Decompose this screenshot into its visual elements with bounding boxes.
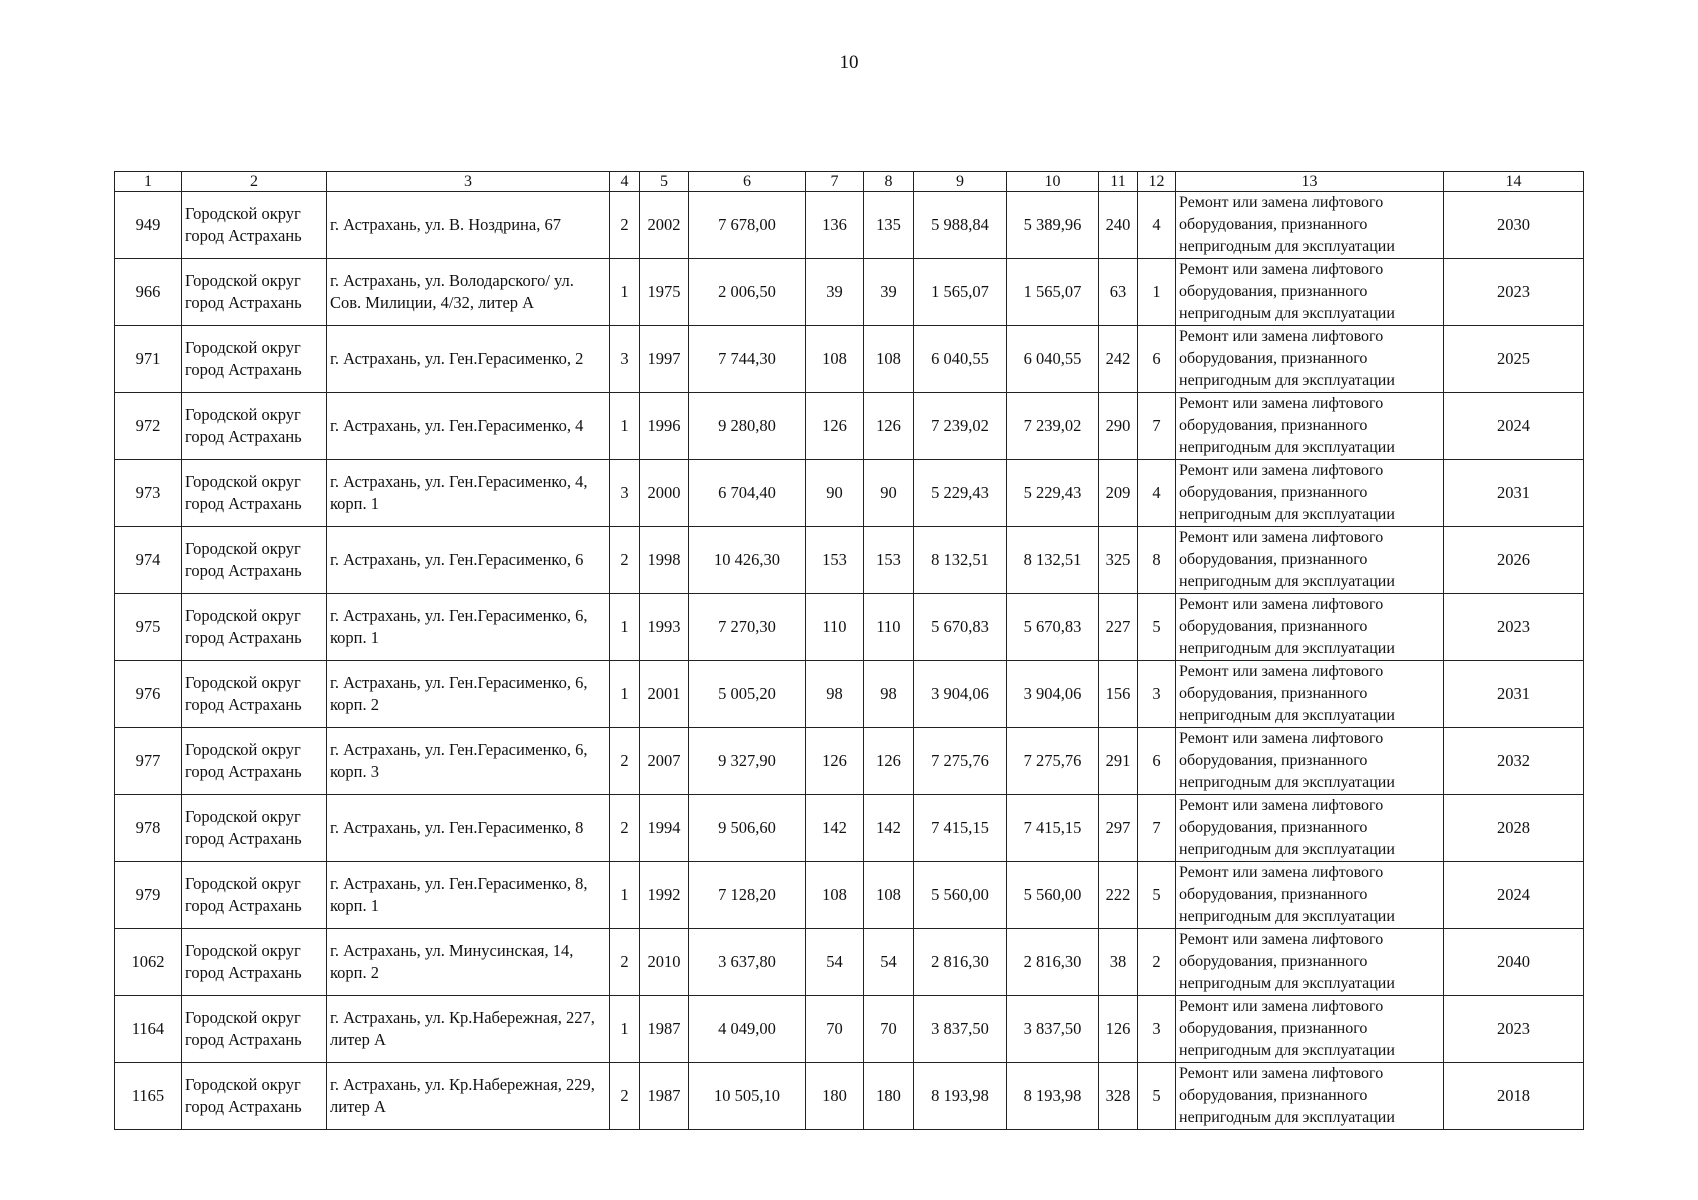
year-built-cell: 1994 — [640, 795, 689, 862]
year-built-cell: 1997 — [640, 326, 689, 393]
apartments-residential-cell: 126 — [864, 393, 914, 460]
column-header: 6 — [689, 172, 806, 192]
lifts-count-cell: 2 — [1138, 929, 1176, 996]
apartments-total-cell: 98 — [806, 661, 864, 728]
apartments-total-cell: 126 — [806, 728, 864, 795]
address-cell: г. Астрахань, ул. Ген.Герасименко, 2 — [327, 326, 610, 393]
area-residential-cell: 7 275,76 — [914, 728, 1007, 795]
planned-year-cell: 2018 — [1444, 1063, 1584, 1130]
area-residential-cell: 6 040,55 — [914, 326, 1007, 393]
address-cell: г. Астрахань, ул. Ген.Герасименко, 8, корп. 1 — [327, 862, 610, 929]
work-type-cell: Ремонт или замена лифтового оборудования, признанного непригодным для эксплуатации — [1176, 1063, 1444, 1130]
apartments-total-cell: 142 — [806, 795, 864, 862]
floors-cell: 1 — [610, 259, 640, 326]
work-type-cell: Ремонт или замена лифтового оборудования, признанного непригодным для эксплуатации — [1176, 929, 1444, 996]
apartments-residential-cell: 110 — [864, 594, 914, 661]
residents-cell: 63 — [1099, 259, 1138, 326]
row-number-cell: 975 — [115, 594, 182, 661]
total-area-cell: 3 637,80 — [689, 929, 806, 996]
area-residential-cell: 5 670,83 — [914, 594, 1007, 661]
planned-year-cell: 2023 — [1444, 594, 1584, 661]
floors-cell: 1 — [610, 862, 640, 929]
work-type-cell: Ремонт или замена лифтового оборудования, признанного непригодным для эксплуатации — [1176, 460, 1444, 527]
year-built-cell: 1987 — [640, 1063, 689, 1130]
area-owned-cell: 8 193,98 — [1007, 1063, 1099, 1130]
apartments-residential-cell: 142 — [864, 795, 914, 862]
lifts-count-cell: 5 — [1138, 1063, 1176, 1130]
work-type-cell: Ремонт или замена лифтового оборудования, признанного непригодным для эксплуатации — [1176, 192, 1444, 259]
work-type-cell: Ремонт или замена лифтового оборудования, признанного непригодным для эксплуатации — [1176, 795, 1444, 862]
table-row — [115, 460, 1584, 527]
area-owned-cell: 1 565,07 — [1007, 259, 1099, 326]
apartments-total-cell: 70 — [806, 996, 864, 1063]
address-cell: г. Астрахань, ул. Минусинская, 14, корп. 2 — [327, 929, 610, 996]
year-built-cell: 1998 — [640, 527, 689, 594]
apartments-total-cell: 153 — [806, 527, 864, 594]
apartments-residential-cell: 54 — [864, 929, 914, 996]
planned-year-cell: 2031 — [1444, 661, 1584, 728]
apartments-total-cell: 126 — [806, 393, 864, 460]
table-row — [115, 527, 1584, 594]
floors-cell: 1 — [610, 996, 640, 1063]
year-built-cell: 2007 — [640, 728, 689, 795]
municipality-cell: Городской округ город Астрахань — [182, 1063, 327, 1130]
year-built-cell: 1975 — [640, 259, 689, 326]
municipality-cell: Городской округ город Астрахань — [182, 326, 327, 393]
area-residential-cell: 8 132,51 — [914, 527, 1007, 594]
residents-cell: 240 — [1099, 192, 1138, 259]
table-row — [115, 1063, 1584, 1130]
apartments-residential-cell: 180 — [864, 1063, 914, 1130]
row-number-cell: 978 — [115, 795, 182, 862]
apartments-total-cell: 39 — [806, 259, 864, 326]
total-area-cell: 9 327,90 — [689, 728, 806, 795]
table-row — [115, 929, 1584, 996]
floors-cell: 2 — [610, 1063, 640, 1130]
year-built-cell: 1996 — [640, 393, 689, 460]
planned-year-cell: 2026 — [1444, 527, 1584, 594]
year-built-cell: 1987 — [640, 996, 689, 1063]
address-cell: г. Астрахань, ул. Ген.Герасименко, 6 — [327, 527, 610, 594]
apartments-residential-cell: 39 — [864, 259, 914, 326]
total-area-cell: 7 744,30 — [689, 326, 806, 393]
planned-year-cell: 2032 — [1444, 728, 1584, 795]
year-built-cell: 2001 — [640, 661, 689, 728]
work-type-cell: Ремонт или замена лифтового оборудования, признанного непригодным для эксплуатации — [1176, 661, 1444, 728]
address-cell: г. Астрахань, ул. Ген.Герасименко, 6, корп. 1 — [327, 594, 610, 661]
row-number-cell: 949 — [115, 192, 182, 259]
apartments-residential-cell: 90 — [864, 460, 914, 527]
apartments-residential-cell: 135 — [864, 192, 914, 259]
residents-cell: 297 — [1099, 795, 1138, 862]
table-row — [115, 862, 1584, 929]
apartments-total-cell: 110 — [806, 594, 864, 661]
apartments-residential-cell: 126 — [864, 728, 914, 795]
municipality-cell: Городской округ город Астрахань — [182, 862, 327, 929]
municipality-cell: Городской округ город Астрахань — [182, 728, 327, 795]
residents-cell: 156 — [1099, 661, 1138, 728]
planned-year-cell: 2024 — [1444, 393, 1584, 460]
residents-cell: 291 — [1099, 728, 1138, 795]
apartments-residential-cell: 153 — [864, 527, 914, 594]
row-number-cell: 973 — [115, 460, 182, 527]
area-owned-cell: 7 239,02 — [1007, 393, 1099, 460]
column-header: 12 — [1138, 172, 1176, 192]
municipality-cell: Городской округ город Астрахань — [182, 192, 327, 259]
year-built-cell: 2002 — [640, 192, 689, 259]
planned-year-cell: 2023 — [1444, 996, 1584, 1063]
area-owned-cell: 5 389,96 — [1007, 192, 1099, 259]
floors-cell: 1 — [610, 393, 640, 460]
apartments-residential-cell: 108 — [864, 326, 914, 393]
page-number: 10 — [839, 52, 859, 73]
planned-year-cell: 2023 — [1444, 259, 1584, 326]
column-header: 3 — [327, 172, 610, 192]
row-number-cell: 977 — [115, 728, 182, 795]
total-area-cell: 9 506,60 — [689, 795, 806, 862]
column-header: 4 — [610, 172, 640, 192]
address-cell: г. Астрахань, ул. Кр.Набережная, 227, литер А — [327, 996, 610, 1063]
municipality-cell: Городской округ город Астрахань — [182, 594, 327, 661]
work-type-cell: Ремонт или замена лифтового оборудования, признанного непригодным для эксплуатации — [1176, 393, 1444, 460]
total-area-cell: 7 270,30 — [689, 594, 806, 661]
lifts-count-cell: 5 — [1138, 594, 1176, 661]
planned-year-cell: 2040 — [1444, 929, 1584, 996]
floors-cell: 2 — [610, 192, 640, 259]
column-header: 11 — [1099, 172, 1138, 192]
planned-year-cell: 2024 — [1444, 862, 1584, 929]
area-owned-cell: 8 132,51 — [1007, 527, 1099, 594]
lifts-count-cell: 6 — [1138, 728, 1176, 795]
total-area-cell: 10 426,30 — [689, 527, 806, 594]
total-area-cell: 5 005,20 — [689, 661, 806, 728]
address-cell: г. Астрахань, ул. Володарского/ ул. Сов. Милиции, 4/32, литер А — [327, 259, 610, 326]
year-built-cell: 1992 — [640, 862, 689, 929]
floors-cell: 1 — [610, 594, 640, 661]
column-header: 5 — [640, 172, 689, 192]
municipality-cell: Городской округ город Астрахань — [182, 259, 327, 326]
area-residential-cell: 5 560,00 — [914, 862, 1007, 929]
floors-cell: 2 — [610, 728, 640, 795]
municipality-cell: Городской округ город Астрахань — [182, 795, 327, 862]
planned-year-cell: 2028 — [1444, 795, 1584, 862]
work-type-cell: Ремонт или замена лифтового оборудования, признанного непригодным для эксплуатации — [1176, 862, 1444, 929]
table-row — [115, 594, 1584, 661]
work-type-cell: Ремонт или замена лифтового оборудования, признанного непригодным для эксплуатации — [1176, 259, 1444, 326]
row-number-cell: 966 — [115, 259, 182, 326]
row-number-cell: 1164 — [115, 996, 182, 1063]
area-owned-cell: 2 816,30 — [1007, 929, 1099, 996]
floors-cell: 3 — [610, 460, 640, 527]
area-residential-cell: 8 193,98 — [914, 1063, 1007, 1130]
municipality-cell: Городской округ город Астрахань — [182, 527, 327, 594]
lifts-count-cell: 8 — [1138, 527, 1176, 594]
lifts-count-cell: 7 — [1138, 393, 1176, 460]
row-number-cell: 974 — [115, 527, 182, 594]
column-header: 10 — [1007, 172, 1099, 192]
table-row — [115, 326, 1584, 393]
apartments-total-cell: 108 — [806, 326, 864, 393]
table-row — [115, 996, 1584, 1063]
area-owned-cell: 5 560,00 — [1007, 862, 1099, 929]
lifts-count-cell: 3 — [1138, 996, 1176, 1063]
row-number-cell: 1062 — [115, 929, 182, 996]
apartments-total-cell: 108 — [806, 862, 864, 929]
apartments-total-cell: 90 — [806, 460, 864, 527]
address-cell: г. Астрахань, ул. Ген.Герасименко, 4 — [327, 393, 610, 460]
area-residential-cell: 3 837,50 — [914, 996, 1007, 1063]
planned-year-cell: 2031 — [1444, 460, 1584, 527]
floors-cell: 2 — [610, 527, 640, 594]
residents-cell: 222 — [1099, 862, 1138, 929]
area-owned-cell: 5 229,43 — [1007, 460, 1099, 527]
work-type-cell: Ремонт или замена лифтового оборудования, признанного непригодным для эксплуатации — [1176, 527, 1444, 594]
table-row — [115, 192, 1584, 259]
residents-cell: 227 — [1099, 594, 1138, 661]
residents-cell: 242 — [1099, 326, 1138, 393]
lifts-count-cell: 4 — [1138, 192, 1176, 259]
floors-cell: 3 — [610, 326, 640, 393]
row-number-cell: 976 — [115, 661, 182, 728]
total-area-cell: 9 280,80 — [689, 393, 806, 460]
area-residential-cell: 5 229,43 — [914, 460, 1007, 527]
total-area-cell: 2 006,50 — [689, 259, 806, 326]
year-built-cell: 2010 — [640, 929, 689, 996]
table-row — [115, 259, 1584, 326]
work-type-cell: Ремонт или замена лифтового оборудования, признанного непригодным для эксплуатации — [1176, 728, 1444, 795]
lifts-count-cell: 6 — [1138, 326, 1176, 393]
residents-cell: 328 — [1099, 1063, 1138, 1130]
area-residential-cell: 7 415,15 — [914, 795, 1007, 862]
column-header: 2 — [182, 172, 327, 192]
row-number-cell: 1165 — [115, 1063, 182, 1130]
column-header: 9 — [914, 172, 1007, 192]
floors-cell: 2 — [610, 795, 640, 862]
apartments-residential-cell: 108 — [864, 862, 914, 929]
lifts-count-cell: 5 — [1138, 862, 1176, 929]
municipality-cell: Городской округ город Астрахань — [182, 460, 327, 527]
total-area-cell: 6 704,40 — [689, 460, 806, 527]
apartments-total-cell: 54 — [806, 929, 864, 996]
address-cell: г. Астрахань, ул. Ген.Герасименко, 8 — [327, 795, 610, 862]
table-row — [115, 728, 1584, 795]
table-row — [115, 661, 1584, 728]
total-area-cell: 7 678,00 — [689, 192, 806, 259]
area-owned-cell: 7 415,15 — [1007, 795, 1099, 862]
area-residential-cell: 1 565,07 — [914, 259, 1007, 326]
table-row — [115, 393, 1584, 460]
apartments-total-cell: 136 — [806, 192, 864, 259]
work-type-cell: Ремонт или замена лифтового оборудования, признанного непригодным для эксплуатации — [1176, 996, 1444, 1063]
municipality-cell: Городской округ город Астрахань — [182, 661, 327, 728]
row-number-cell: 972 — [115, 393, 182, 460]
row-number-cell: 971 — [115, 326, 182, 393]
planned-year-cell: 2025 — [1444, 326, 1584, 393]
total-area-cell: 7 128,20 — [689, 862, 806, 929]
address-cell: г. Астрахань, ул. Ген.Герасименко, 6, корп. 2 — [327, 661, 610, 728]
address-cell: г. Астрахань, ул. Кр.Набережная, 229, литер А — [327, 1063, 610, 1130]
residents-cell: 325 — [1099, 527, 1138, 594]
area-residential-cell: 3 904,06 — [914, 661, 1007, 728]
floors-cell: 1 — [610, 661, 640, 728]
address-cell: г. Астрахань, ул. Ген.Герасименко, 6, корп. 3 — [327, 728, 610, 795]
planned-year-cell: 2030 — [1444, 192, 1584, 259]
total-area-cell: 10 505,10 — [689, 1063, 806, 1130]
year-built-cell: 2000 — [640, 460, 689, 527]
lifts-count-cell: 4 — [1138, 460, 1176, 527]
apartments-residential-cell: 98 — [864, 661, 914, 728]
area-owned-cell: 3 837,50 — [1007, 996, 1099, 1063]
area-owned-cell: 6 040,55 — [1007, 326, 1099, 393]
row-number-cell: 979 — [115, 862, 182, 929]
table-row — [115, 795, 1584, 862]
residents-cell: 126 — [1099, 996, 1138, 1063]
lifts-count-cell: 7 — [1138, 795, 1176, 862]
column-header: 7 — [806, 172, 864, 192]
address-cell: г. Астрахань, ул. В. Ноздрина, 67 — [327, 192, 610, 259]
area-owned-cell: 7 275,76 — [1007, 728, 1099, 795]
lifts-count-cell: 3 — [1138, 661, 1176, 728]
area-residential-cell: 2 816,30 — [914, 929, 1007, 996]
apartments-total-cell: 180 — [806, 1063, 864, 1130]
lifts-count-cell: 1 — [1138, 259, 1176, 326]
municipality-cell: Городской округ город Астрахань — [182, 929, 327, 996]
municipality-cell: Городской округ город Астрахань — [182, 996, 327, 1063]
area-owned-cell: 3 904,06 — [1007, 661, 1099, 728]
address-cell: г. Астрахань, ул. Ген.Герасименко, 4, корп. 1 — [327, 460, 610, 527]
residents-cell: 38 — [1099, 929, 1138, 996]
residents-cell: 209 — [1099, 460, 1138, 527]
municipality-cell: Городской округ город Астрахань — [182, 393, 327, 460]
floors-cell: 2 — [610, 929, 640, 996]
capital-repair-table — [114, 171, 1584, 1130]
work-type-cell: Ремонт или замена лифтового оборудования, признанного непригодным для эксплуатации — [1176, 594, 1444, 661]
column-number-row — [115, 172, 1584, 192]
area-residential-cell: 5 988,84 — [914, 192, 1007, 259]
column-header: 13 — [1176, 172, 1444, 192]
residents-cell: 290 — [1099, 393, 1138, 460]
area-residential-cell: 7 239,02 — [914, 393, 1007, 460]
column-header: 14 — [1444, 172, 1584, 192]
total-area-cell: 4 049,00 — [689, 996, 806, 1063]
column-header: 1 — [115, 172, 182, 192]
area-owned-cell: 5 670,83 — [1007, 594, 1099, 661]
apartments-residential-cell: 70 — [864, 996, 914, 1063]
work-type-cell: Ремонт или замена лифтового оборудования, признанного непригодным для эксплуатации — [1176, 326, 1444, 393]
column-header: 8 — [864, 172, 914, 192]
year-built-cell: 1993 — [640, 594, 689, 661]
